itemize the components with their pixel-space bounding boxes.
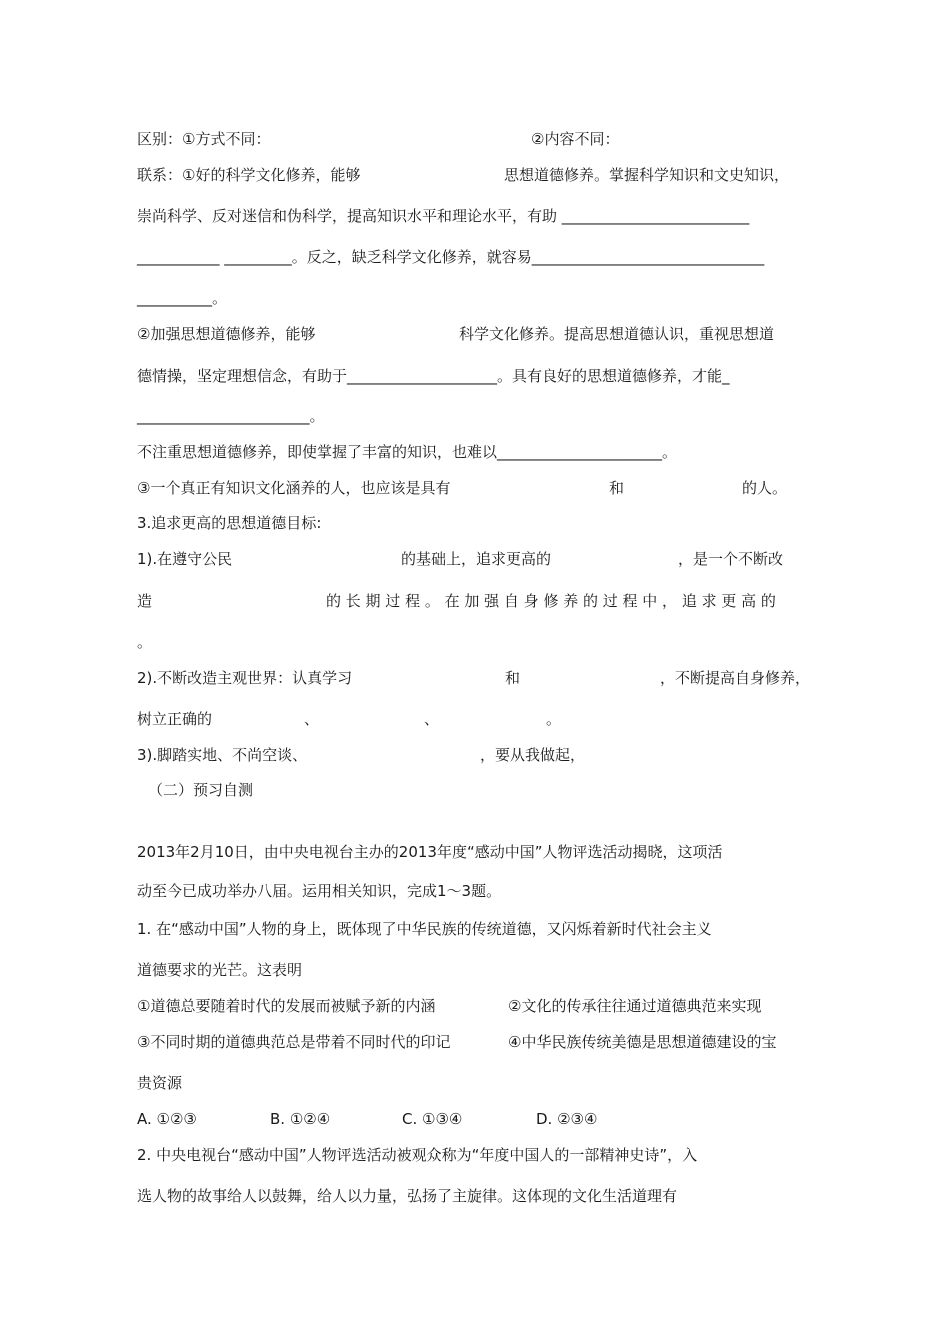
- option-line: ④中华民族传统美德是思想道德建设的宝: [508, 1033, 777, 1051]
- text-line: 。: [546, 710, 562, 728]
- text-line: 、: [304, 710, 320, 728]
- text-line: 2).不断改造主观世界：认真学习: [137, 669, 353, 687]
- text-line: 思想道德修养。掌握科学知识和文史知识，: [504, 166, 790, 184]
- answer-choice-b: B. ①②④: [270, 1110, 331, 1128]
- text-line: ，是一个不断改: [678, 550, 784, 568]
- text-line: ，要从我做起，: [480, 746, 586, 764]
- option-line: ②文化的传承往往通过道德典范来实现: [508, 997, 762, 1015]
- text-line: 崇尚科学、反对迷信和伪科学，提高知识水平和理论水平，有助 _________________________: [137, 207, 750, 225]
- text-line: 和: [609, 479, 625, 497]
- text-line: ②加强思想道德修养，能够: [137, 325, 316, 343]
- question-2: 2. 中央电视台“感动中国”人物评选活动被观众称为“年度中国人的一部精神史诗”，入: [137, 1146, 698, 1164]
- answer-choice-a: A. ①②③: [137, 1110, 197, 1128]
- answer-choice-c: C. ①③④: [402, 1110, 463, 1128]
- text-line: 1).在遵守公民: [137, 550, 233, 568]
- text-line: 道德要求的光芒。这表明: [137, 961, 303, 979]
- text-line: 2013年2月10日，由中央电视台主办的2013年度“感动中国”人物评选活动揭晓，这项活: [137, 843, 723, 861]
- text-line: 联系：①好的科学文化修养，能够: [137, 166, 361, 184]
- question-1: 1. 在“感动中国”人物的身上，既体现了中华民族的传统道德，又闪烁着新时代社会主义: [137, 920, 712, 938]
- answer-choice-d: D. ②③④: [536, 1110, 598, 1128]
- text-line: 选人物的故事给人以鼓舞，给人以力量，弘扬了主旋律。这体现的文化生活道理有: [137, 1187, 678, 1205]
- section-heading: （二）预习自测: [148, 781, 254, 799]
- text-line: ②内容不同：: [531, 130, 620, 148]
- text-line: 3).脚踏实地、不尚空谈、: [137, 746, 308, 764]
- text-line: 的人。: [742, 479, 788, 497]
- text-line: 和: [505, 669, 521, 687]
- option-line: ①道德总要随着时代的发展而被赋予新的内涵: [137, 997, 436, 1015]
- section-heading: 3.追求更高的思想道德目标:: [137, 514, 322, 532]
- text-line: 区别：①方式不同：: [137, 130, 271, 148]
- text-line: 造: [137, 592, 153, 610]
- option-line: ③不同时期的道德典范总是带着不同时代的印记: [137, 1033, 451, 1051]
- text-line: ___________ _________。反之，缺乏科学文化修养，就容易_______________________________: [137, 248, 765, 266]
- text-line: ，不断提高自身修养，: [660, 669, 811, 687]
- text-line: _______________________。: [137, 407, 325, 425]
- text-line: 的 长 期 过 程 。 在 加 强 自 身 修 养 的 过 程 中 ， 追 求 更 高 的: [326, 592, 776, 610]
- text-line: 科学文化修养。提高思想道德认识，重视思想道: [459, 325, 775, 343]
- text-line: 不注重思想道德修养，即使掌握了丰富的知识，也难以______________________。: [137, 443, 678, 461]
- text-line: 动至今已成功举办八届。运用相关知识，完成1～3题。: [137, 882, 502, 900]
- text-line: 的基础上，追求更高的: [401, 550, 552, 568]
- text-line: 德情操，坚定理想信念，有助于____________________。具有良好的思想道德修养，才能_: [137, 367, 730, 385]
- text-line: 。: [137, 633, 153, 651]
- text-line: 贵资源: [137, 1074, 183, 1092]
- text-line: ③一个真正有知识文化涵养的人，也应该是具有: [137, 479, 451, 497]
- text-line: 树立正确的: [137, 710, 213, 728]
- text-line: 、: [424, 710, 440, 728]
- text-line: __________。: [137, 289, 228, 307]
